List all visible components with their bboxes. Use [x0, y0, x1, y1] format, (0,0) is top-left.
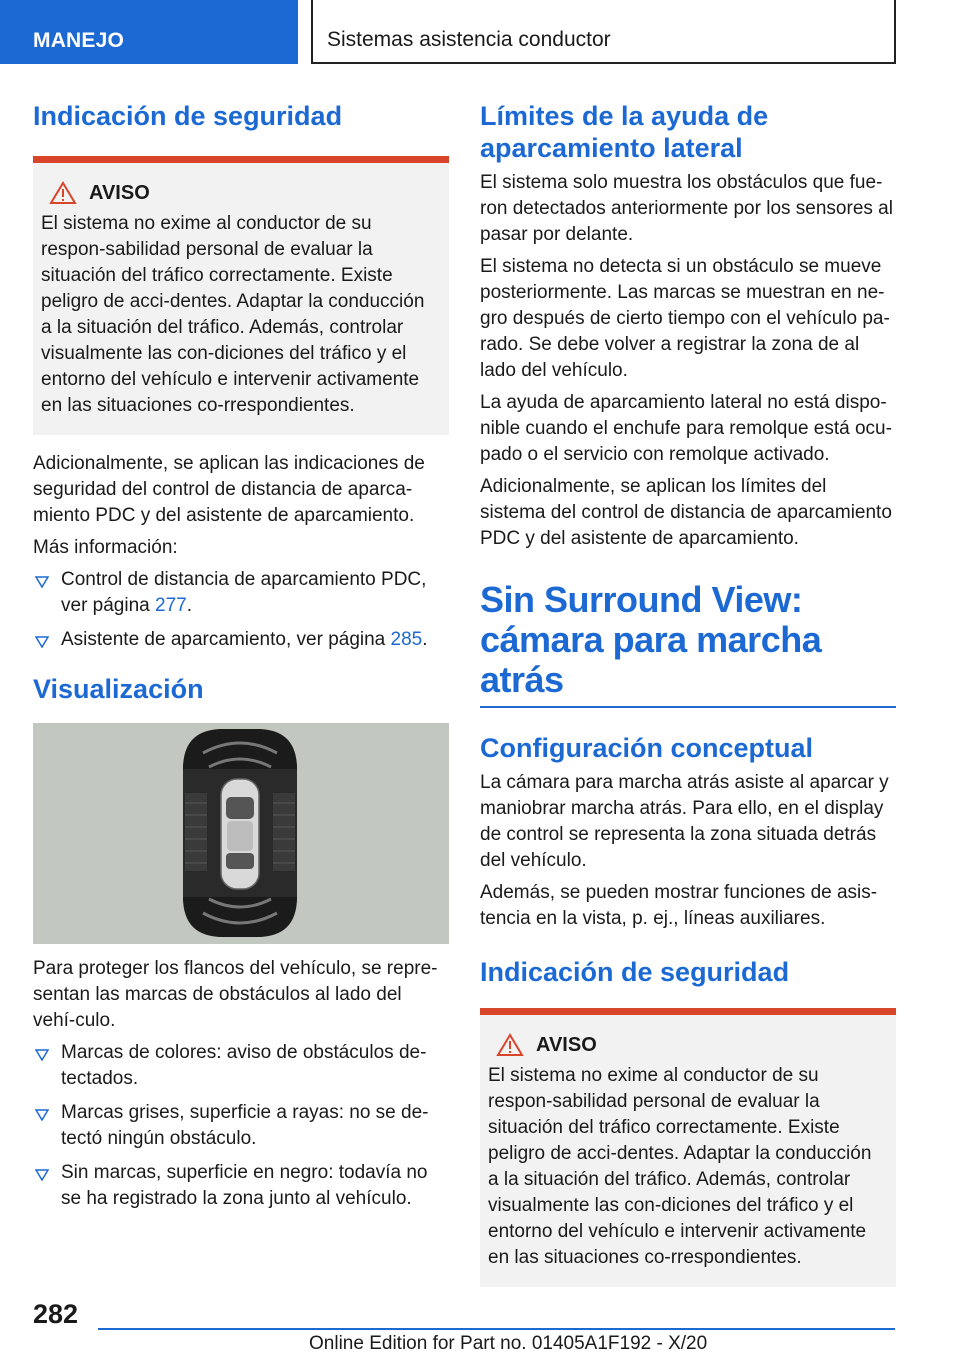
paragraph: Adicionalmente, se aplican las indicaciones de seguridad del control de distancia de aparca-miento PDC y del asistente de aparcamiento. — [33, 453, 425, 526]
chapter-header — [311, 0, 896, 64]
list-item: Control de distancia de aparcamiento PDC, ver página 277. — [33, 567, 449, 619]
bullet-triangle-icon — [35, 1109, 49, 1121]
warning-box — [480, 1008, 896, 1287]
page-link[interactable]: 277 — [155, 595, 187, 616]
bullet-triangle-icon — [35, 636, 49, 648]
list-item: Sin marcas, superficie en negro: todavía no se ha registrado la zona junto al vehículo. — [33, 1160, 449, 1212]
warning-header — [488, 1033, 886, 1057]
safety-heading: Indicación de seguridad — [33, 101, 343, 131]
marks-list — [33, 1040, 449, 1212]
list-item: Marcas de colores: aviso de obstáculos de-tectados. — [33, 1040, 449, 1092]
paragraph: La ayuda de aparcamiento lateral no está dispo-nible cuando el enchufe para remolque está ocu-pado o el servicio con remolque activado. — [480, 392, 892, 465]
paragraph: La cámara para marcha atrás asiste al aparcar y maniobrar marcha atrás. Para ello, en el display de control se representa la zona situada detrás del vehículo. — [480, 772, 889, 871]
left-column — [33, 100, 449, 1220]
warning-header — [41, 181, 439, 205]
edition-label: Online Edition for Part no. 01405A1F192 - X/20 — [309, 1333, 708, 1354]
heading-rule — [480, 706, 896, 708]
warning-label: AVISO — [536, 1033, 597, 1056]
paragraph: El sistema solo muestra los obstáculos que fue-ron detectados anteriormente por los sensores al pasar por delante. — [480, 172, 893, 245]
section-label: MANEJO — [33, 29, 125, 52]
right-column — [480, 100, 896, 1287]
concept-heading: Configuración conceptual — [480, 733, 814, 763]
page-number: 282 — [33, 1299, 79, 1329]
warning-box — [33, 156, 449, 435]
car-top-view-image — [33, 723, 449, 944]
bullet-triangle-icon — [35, 1169, 49, 1181]
bullet-triangle-icon — [35, 1049, 49, 1061]
warning-label: AVISO — [89, 181, 150, 204]
chapter-label: Sistemas asistencia conductor — [327, 28, 611, 51]
paragraph: El sistema no detecta si un obstáculo se mueve posteriormente. Las marcas se muestran en ne-gro después de cierto tiempo con el vehículo pa-rado. Se debe volver a registrar la zona de al lado del vehículo. — [480, 256, 890, 381]
warning-triangle-icon — [49, 181, 77, 205]
limits-heading: Límites de la ayuda de aparcamiento lateral — [480, 101, 769, 163]
reference-list — [33, 567, 449, 653]
more-info-label: Más información: — [33, 537, 178, 558]
list-item: Asistente de aparcamiento, ver página 285. — [33, 627, 449, 653]
page-link[interactable]: 285 — [390, 629, 423, 650]
warning-text: El sistema no exime al conductor de su respon-sabilidad personal de evaluar la situación del tráfico correctamente. Existe peligro de acci-dentes. Adaptar la conducción a la situación del tráfico. Además, controlar visualmente las con-diciones del tráfico y el entorno del vehículo e intervenir activamente en las situaciones co-rrespondientes. — [41, 213, 425, 416]
parking-display-illustration — [33, 723, 449, 944]
paragraph: Para proteger los flancos del vehículo, se repre-sentan las marcas de obstáculos al lado del vehí-culo. — [33, 958, 438, 1031]
list-item: Marcas grises, superficie a rayas: no se de-tectó ningún obstáculo. — [33, 1100, 449, 1152]
safety-heading: Indicación de seguridad — [480, 957, 790, 987]
bullet-triangle-icon — [35, 576, 49, 588]
paragraph: Adicionalmente, se aplican los límites del sistema del control de distancia de aparcamiento PDC y del asistente de aparcamiento. — [480, 476, 892, 549]
footer-rule — [98, 1328, 895, 1330]
warning-text: El sistema no exime al conductor de su respon-sabilidad personal de evaluar la situación del tráfico correctamente. Existe peligro de acci-dentes. Adaptar la conducción a la situación del tráfico. Además, controlar visualmente las con-diciones del tráfico y el entorno del vehículo e intervenir activamente en las situaciones co-rrespondientes. — [488, 1065, 872, 1268]
section-tab — [0, 0, 298, 64]
display-heading: Visualización — [33, 674, 204, 704]
chapter-heading: Sin Surround View: cámara para marcha atrás — [480, 579, 822, 700]
paragraph: Además, se pueden mostrar funciones de asis-tencia en la vista, p. ej., líneas auxiliares. — [480, 882, 878, 929]
warning-triangle-icon — [496, 1033, 524, 1057]
